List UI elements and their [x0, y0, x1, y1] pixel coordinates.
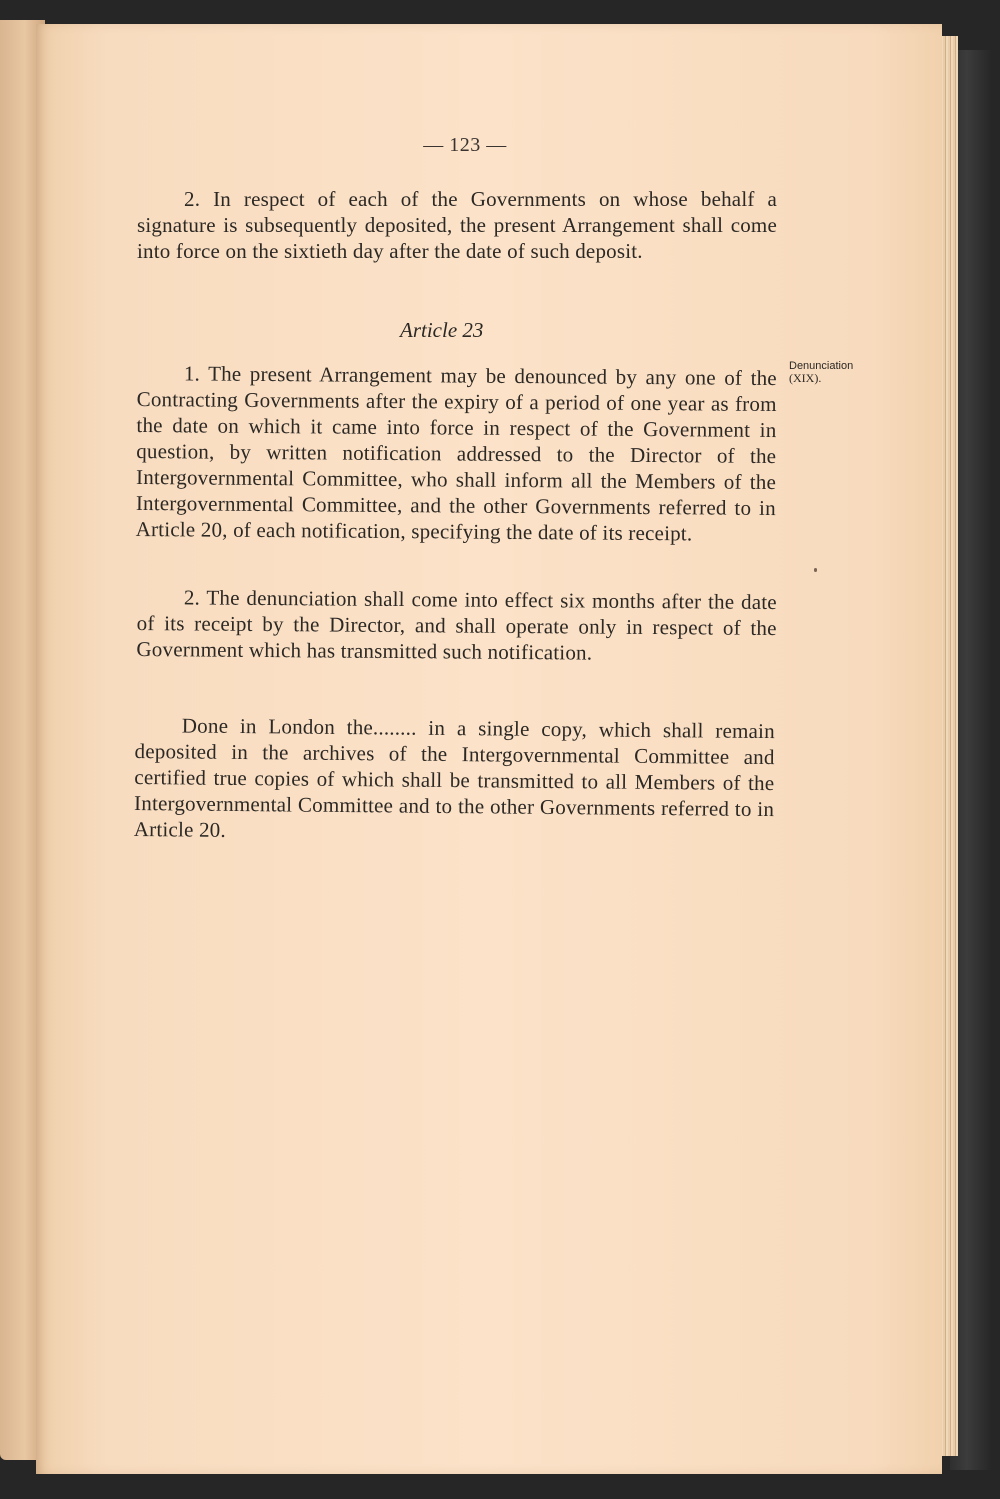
margin-note-ref: (XIX).	[789, 371, 822, 385]
paragraph-deposit-text: 2. In respect of each of the Governments on whose behalf a signature is subsequently deposited, the present Arrangement shall come into force on the sixtieth day after the date of such deposit.	[137, 187, 777, 263]
paper-speck	[814, 568, 817, 572]
paragraph-done-in-london	[134, 712, 775, 848]
paragraph-denunciation	[136, 360, 777, 547]
paragraph-effect-text: 2. The denunciation shall come into effect six months after the date of its receipt by the Director, and shall operate only in respect of the Government which has transmitted such notification.	[136, 585, 777, 665]
paragraph-denunciation-text: 1. The present Arrangement may be denounced by any one of the Contracting Governments after the expiry of a period of one year as from the date on which it came into force in respect of the Government in question, by written notification addressed to the Director of the Intergovernmental Committee, who shall inform all the Members of the Intergovernmental Committee, and the other Governments referred to in Article 20, of each notification, specifying the date of its receipt.	[135, 361, 777, 546]
margin-note-title: Denunciation	[789, 360, 854, 372]
margin-note	[789, 360, 889, 384]
article-heading: Article 23	[400, 318, 484, 342]
paragraph-done-in-london-text: Done in London the........ in a single copy, which shall remain deposited in the archives of the Intergovernmental Committee and certified true copies of which shall be transmitted to all Members of the Intergovernmental Committee and to the other Governments referred to in Article 20.	[133, 713, 775, 842]
paragraph-deposit	[137, 186, 777, 264]
page-number: — 123 —	[423, 134, 507, 156]
paragraph-effect	[136, 584, 777, 667]
